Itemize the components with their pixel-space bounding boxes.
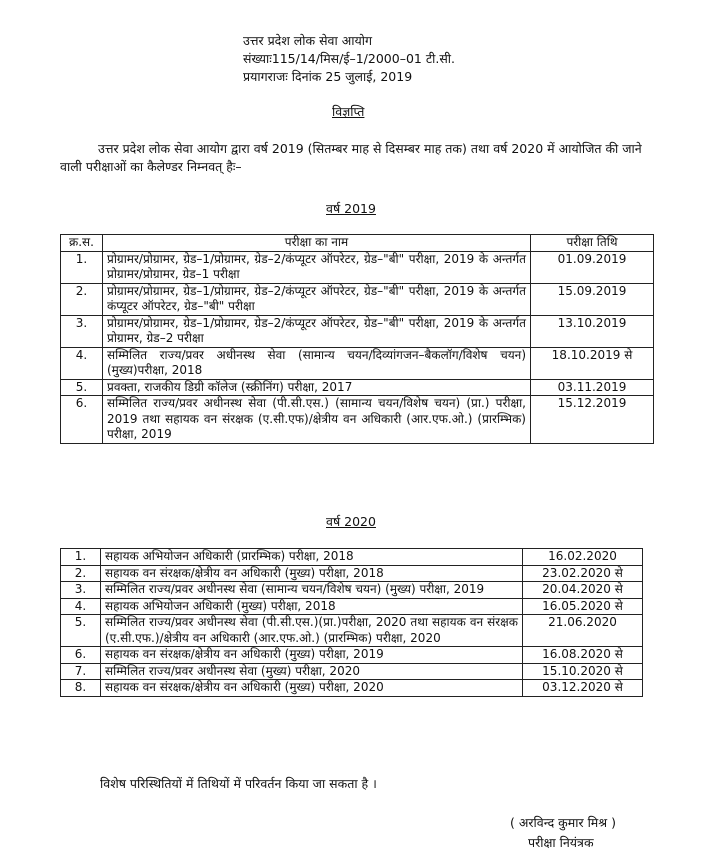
- year-2020-heading: वर्ष 2020: [326, 514, 376, 529]
- place-date: प्रयागराजः दिनांक 25 जुलाई, 2019: [243, 69, 413, 84]
- exam-table-2020: [60, 548, 643, 697]
- serial-cell: 5.: [61, 379, 103, 396]
- serial-cell: 6.: [61, 647, 101, 664]
- exam-name-cell: सम्मिलित राज्य/प्रवर अधीनस्थ सेवा (मुख्य) परीक्षा, 2020: [101, 663, 523, 680]
- serial-cell: 1.: [61, 251, 103, 283]
- serial-cell: 5.: [61, 615, 101, 647]
- exam-date-cell: 16.02.2020: [523, 549, 643, 566]
- table-row: [61, 315, 654, 347]
- notice-title: विज्ञप्ति: [332, 104, 365, 119]
- serial-cell: 8.: [61, 680, 101, 697]
- table-row: [61, 647, 643, 664]
- col-header-exam-name: परीक्षा का नाम: [103, 235, 531, 252]
- exam-name-cell: सहायक वन संरक्षक/क्षेत्रीय वन अधिकारी (मुख्य) परीक्षा, 2018: [101, 565, 523, 582]
- serial-cell: 4.: [61, 347, 103, 379]
- exam-date-cell: 16.08.2020 से: [523, 647, 643, 664]
- serial-cell: 3.: [61, 582, 101, 599]
- table-row: [61, 565, 643, 582]
- org-name: उत्तर प्रदेश लोक सेवा आयोग: [243, 33, 372, 48]
- year-2019-heading: वर्ष 2019: [326, 201, 376, 216]
- exam-name-cell: सहायक वन संरक्षक/क्षेत्रीय वन अधिकारी (मुख्य) परीक्षा, 2020: [101, 680, 523, 697]
- serial-cell: 1.: [61, 549, 101, 566]
- table-row: [61, 251, 654, 283]
- exam-name-cell: सम्मिलित राज्य/प्रवर अधीनस्थ सेवा (सामान्य चयन/विशेष चयन) (मुख्य) परीक्षा, 2019: [101, 582, 523, 599]
- col-header-exam-date: परीक्षा तिथि: [531, 235, 654, 252]
- exam-date-cell: 03.12.2020 से: [523, 680, 643, 697]
- exam-date-cell: 15.12.2019: [531, 396, 654, 444]
- serial-cell: 7.: [61, 663, 101, 680]
- exam-name-cell: सहायक वन संरक्षक/क्षेत्रीय वन अधिकारी (मुख्य) परीक्षा, 2019: [101, 647, 523, 664]
- exam-name-cell: सहायक अभियोजन अधिकारी (प्रारम्भिक) परीक्षा, 2018: [101, 549, 523, 566]
- table-row: [61, 379, 654, 396]
- exam-date-cell: 18.10.2019 से: [531, 347, 654, 379]
- table-row: [61, 283, 654, 315]
- table-row: [61, 347, 654, 379]
- exam-date-cell: 16.05.2020 से: [523, 598, 643, 615]
- exam-name-cell: प्रोग्रामर/प्रोग्रामर, ग्रेड–1/प्रोग्रामर, ग्रेड–2/कंप्यूटर ऑपरेटर, ग्रेड–"बी" परीक्षा, 2019 के अन्तर्गत कंप्यूटर ऑपरेटर, ग्रेड–"बी" परीक्षा: [103, 283, 531, 315]
- exam-name-cell: प्रोग्रामर/प्रोग्रामर, ग्रेड–1/प्रोग्रामर, ग्रेड–2/कंप्यूटर ऑपरेटर, ग्रेड–"बी" परीक्षा, 2019 के अन्तर्गत प्रोग्रामर/प्रोग्रामर, ग्रेड–1 परीक्षा: [103, 251, 531, 283]
- serial-cell: 4.: [61, 598, 101, 615]
- serial-cell: 3.: [61, 315, 103, 347]
- footer-note: विशेष परिस्थितियों में तिथियों में परिवर्तन किया जा सकता है ।: [100, 776, 377, 791]
- exam-name-cell: सम्मिलित राज्य/प्रवर अधीनस्थ सेवा (सामान्य चयन/दिव्यांगजन–बैकलॉग/विशेष चयन) (मुख्य)परीक्षा, 2018: [103, 347, 531, 379]
- signatory-name: ( अरविन्द कुमार मिश्र ): [510, 815, 616, 830]
- table-row: [61, 615, 643, 647]
- table-row: [61, 549, 643, 566]
- exam-name-cell: प्रवक्ता, राजकीय डिग्री कॉलेज (स्क्रीनिंग) परीक्षा, 2017: [103, 379, 531, 396]
- exam-name-cell: सम्मिलित राज्य/प्रवर अधीनस्थ सेवा (पी.सी.एस.) (सामान्य चयन/विशेष चयन) (प्रा.) परीक्षा, 2019 तथा सहायक वन संरक्षक (ए.सी.एफ)/क्षेत्रीय वन अधिकारी (आर.एफ.ओ.) (प्रारम्भिक) परीक्षा, 2019: [103, 396, 531, 444]
- table-header-row: [61, 235, 654, 252]
- exam-name-cell: सहायक अभियोजन अधिकारी (मुख्य) परीक्षा, 2018: [101, 598, 523, 615]
- serial-cell: 2.: [61, 283, 103, 315]
- exam-name-cell: सम्मिलित राज्य/प्रवर अधीनस्थ सेवा (पी.सी.एस.)(प्रा.)परीक्षा, 2020 तथा सहायक वन संरक्षक (ए.सी.एफ.)/क्षेत्रीय वन अधिकारी (आर.एफ.ओ.) (प्रारम्भिक) परीक्षा, 2020: [101, 615, 523, 647]
- table-row: [61, 680, 643, 697]
- exam-date-cell: 01.09.2019: [531, 251, 654, 283]
- table-row: [61, 582, 643, 599]
- table-row: [61, 663, 643, 680]
- intro-paragraph: उत्तर प्रदेश लोक सेवा आयोग द्वारा वर्ष 2019 (सितम्बर माह से दिसम्बर माह तक) तथा वर्ष 2020 में आयोजित की जाने वाली परीक्षाओं का कैलेण्डर निम्नवत् हैः–: [60, 141, 642, 174]
- serial-cell: 2.: [61, 565, 101, 582]
- exam-date-cell: 15.10.2020 से: [523, 663, 643, 680]
- exam-date-cell: 13.10.2019: [531, 315, 654, 347]
- table-row: [61, 396, 654, 444]
- signatory-designation: परीक्षा नियंत्रक: [528, 835, 594, 850]
- serial-cell: 6.: [61, 396, 103, 444]
- exam-name-cell: प्रोग्रामर/प्रोग्रामर, ग्रेड–1/प्रोग्रामर, ग्रेड–2/कंप्यूटर ऑपरेटर, ग्रेड–"बी" परीक्षा, 2019 के अन्तर्गत प्रोग्रामर, ग्रेड–2 परीक्षा: [103, 315, 531, 347]
- exam-date-cell: 21.06.2020: [523, 615, 643, 647]
- exam-date-cell: 23.02.2020 से: [523, 565, 643, 582]
- reference-number: संख्याः115/14/मिस/ई–1/2000–01 टी.सी.: [243, 51, 456, 66]
- exam-date-cell: 03.11.2019: [531, 379, 654, 396]
- exam-date-cell: 15.09.2019: [531, 283, 654, 315]
- table-row: [61, 598, 643, 615]
- exam-table-2019: [60, 234, 654, 444]
- col-header-serial: क्र.स.: [61, 235, 103, 252]
- exam-date-cell: 20.04.2020 से: [523, 582, 643, 599]
